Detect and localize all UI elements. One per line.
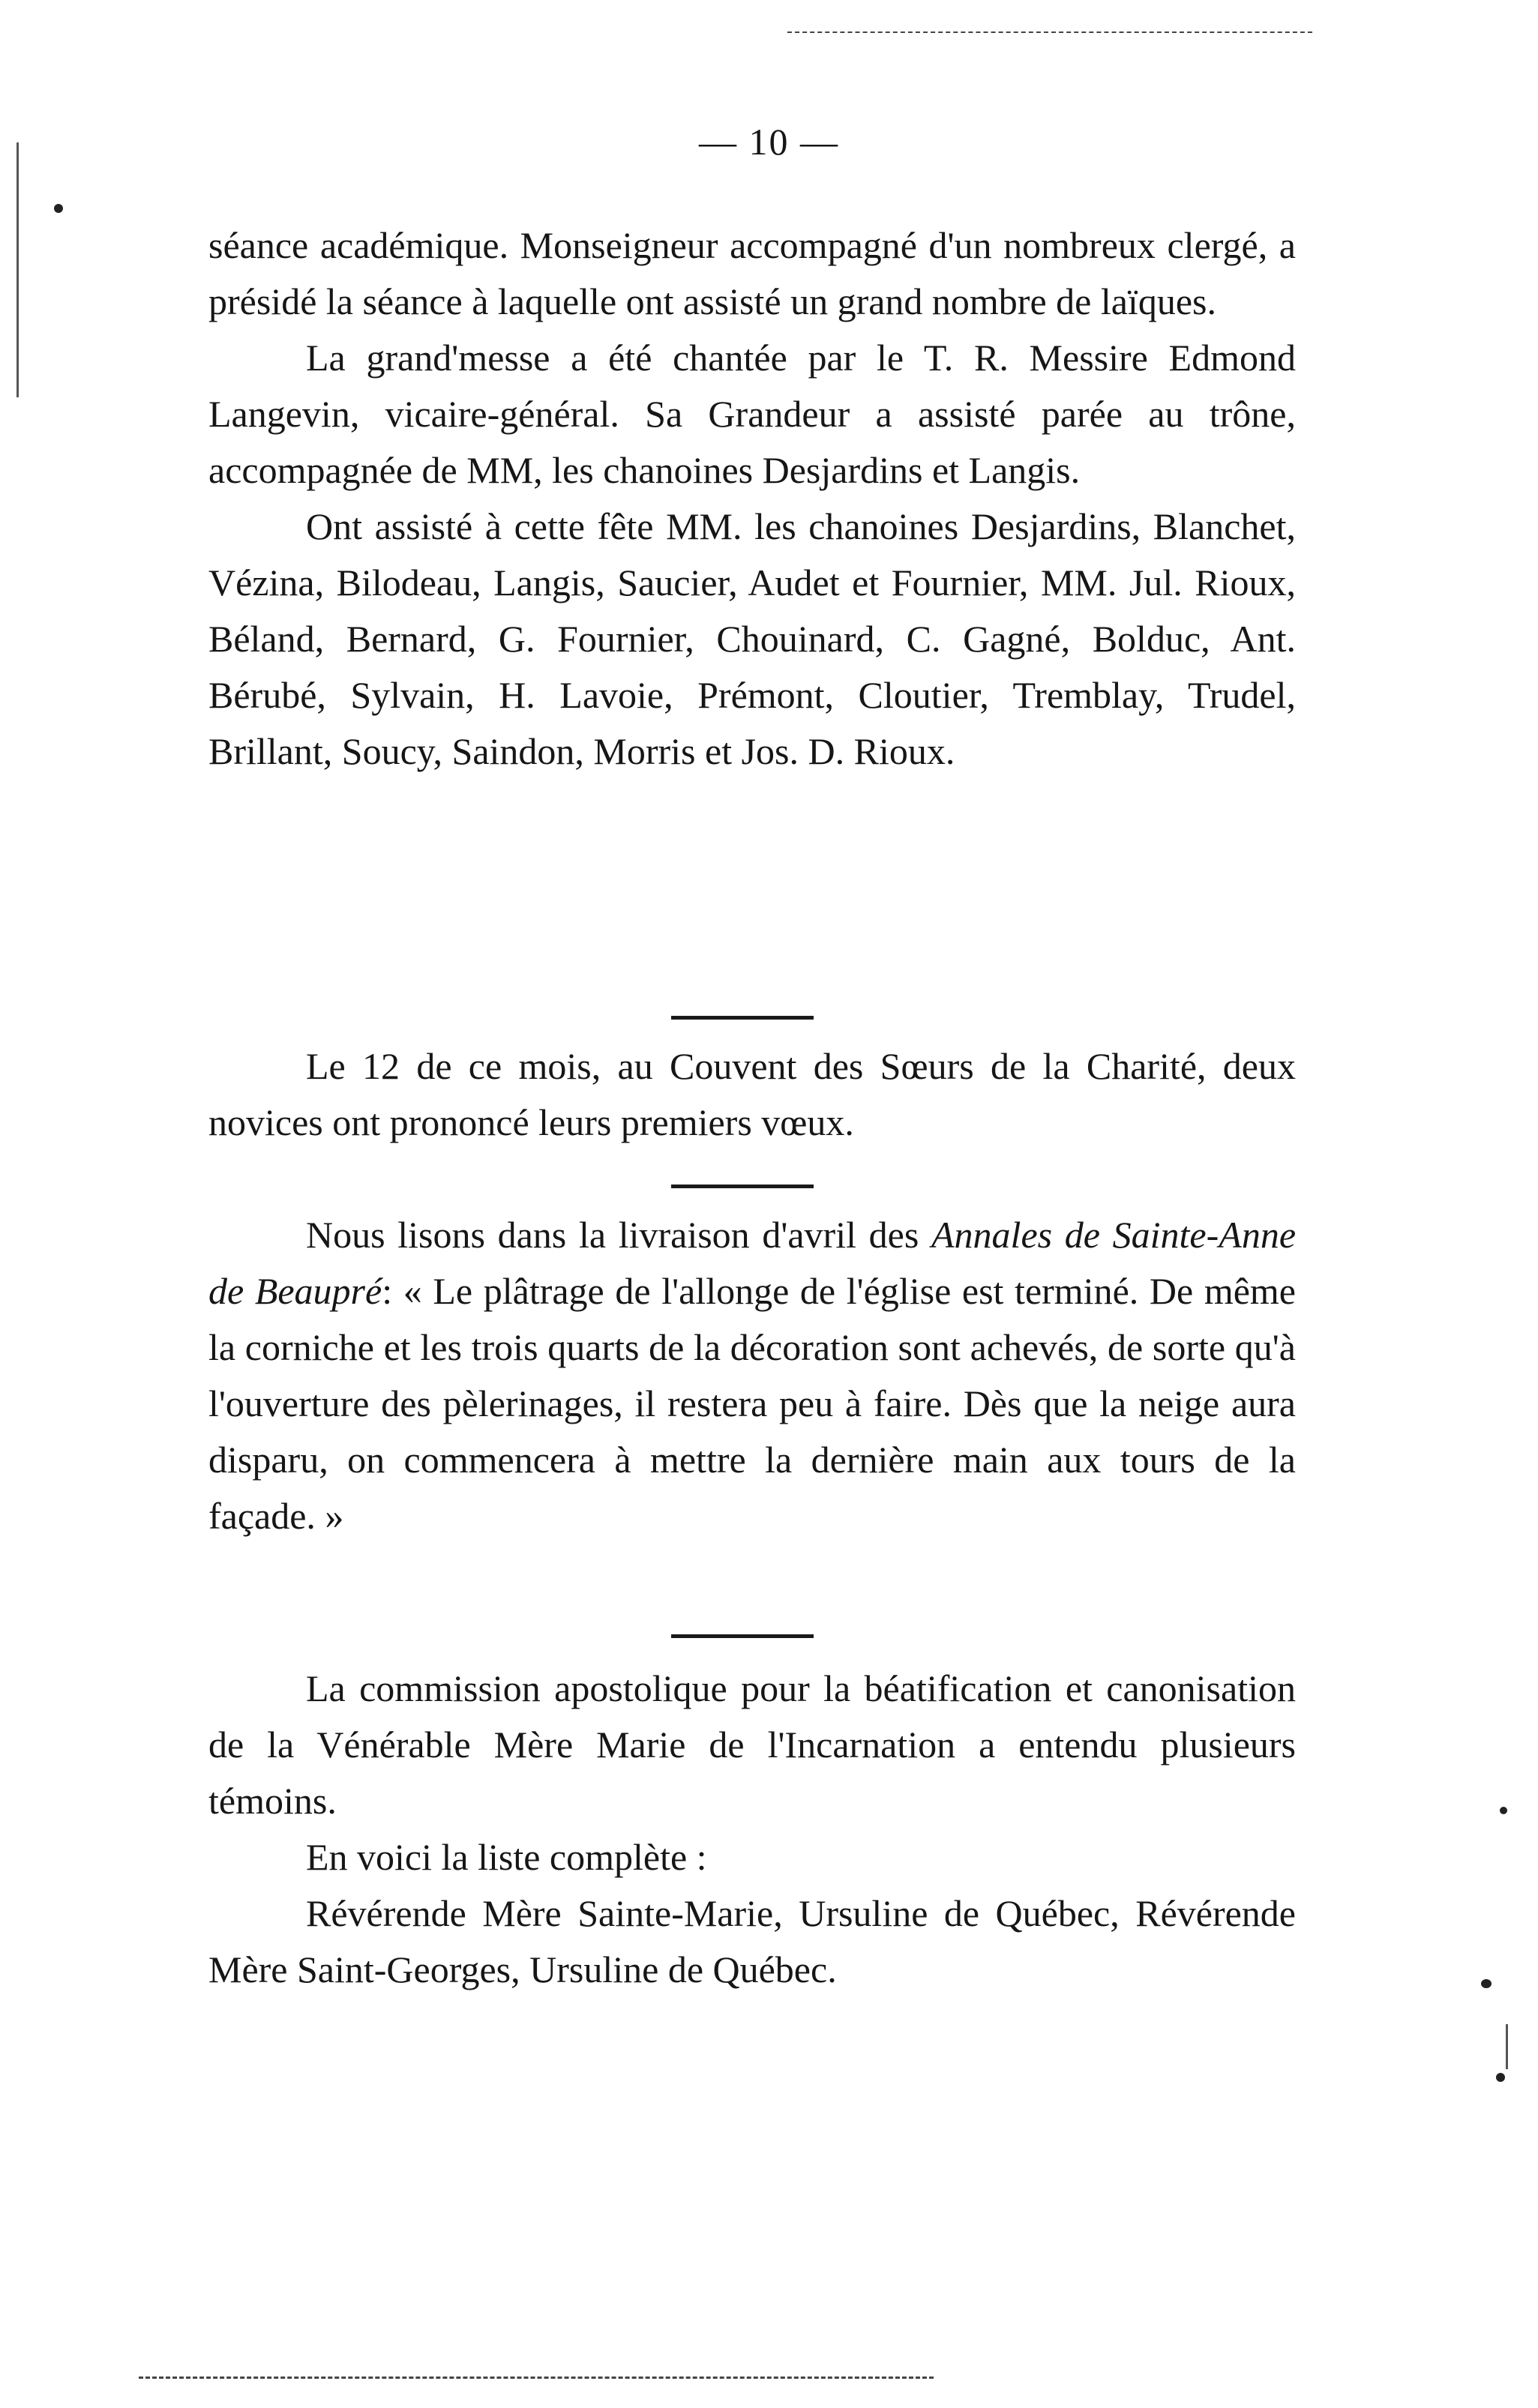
section-commission bbox=[208, 1661, 1296, 1998]
paragraph-witnesses: Révérende Mère Sainte-Marie, Ursuline de Québec, Révérende Mère Saint-Georges, Ursuline de Québec. bbox=[208, 1892, 1296, 1990]
margin-speck-1 bbox=[54, 204, 63, 213]
paragraph-attendees: Ont assisté à cette fête MM. les chanoines Desjardins, Blanchet, Vézina, Bilodeau, Langis, Saucier, Audet et Fournier, MM. Jul. Rioux, Béland, Bernard, G. Fournier, Chouinard, C. Gagné, Bolduc, Ant. Bérubé, Sylvain, H. Lavoie, Prémont, Cloutier, Tremblay, Trudel, Brillant, Soucy, Saindon, Morris et Jos. D. Rioux. bbox=[208, 505, 1296, 772]
annales-title-italic: Annales de Sainte-Anne de Beaupré bbox=[208, 1214, 1297, 1312]
section-divider-1 bbox=[671, 1016, 814, 1020]
margin-speck-3 bbox=[1481, 1979, 1492, 1988]
page-number: — 10 — bbox=[699, 121, 839, 163]
right-edge-mark bbox=[1506, 2024, 1508, 2069]
bottom-dashed-line bbox=[139, 2377, 934, 2379]
annales-text-after: : « Le plâtrage de l'allonge de l'église est terminé. De même la corniche et les trois quarts de la décoration sont achevés, de sorte qu'à l'ouverture des pèlerinages, il restera peu à faire. Dès que la neige aura disparu, on commencera à mettre la dernière main aux tours de la façade. » bbox=[208, 1270, 1297, 1537]
margin-speck-4 bbox=[1496, 2073, 1505, 2082]
top-dashed-line bbox=[787, 31, 1312, 33]
annales-text-before: Nous lisons dans la livraison d'avril des bbox=[306, 1214, 932, 1256]
section-novices bbox=[208, 1038, 1296, 1151]
section-annales bbox=[208, 1207, 1296, 1544]
paragraph-seance: séance académique. Monseigneur accompagné d'un nombreux clergé, a présidé la séance à laquelle ont assisté un grand nombre de laïques. bbox=[208, 224, 1296, 322]
section-divider-2 bbox=[671, 1185, 814, 1188]
section-divider-3 bbox=[671, 1634, 814, 1638]
left-edge-mark bbox=[16, 142, 19, 397]
paragraph-novices: Le 12 de ce mois, au Couvent des Sœurs de la Charité, deux novices ont prononcé leurs premiers vœux. bbox=[208, 1045, 1296, 1143]
margin-speck-2 bbox=[1500, 1807, 1507, 1814]
paragraph-commission: La commission apostolique pour la béatification et canonisation de la Vénérable Mère Marie de l'Incarnation a entendu plusieurs témoins. bbox=[208, 1667, 1296, 1822]
paragraph-grand-messe: La grand'messe a été chantée par le T. R. Messire Edmond Langevin, vicaire-général. Sa Grandeur a assisté parée au trône, accompagnée de MM, les chanoines Desjardins et Langis. bbox=[208, 337, 1296, 491]
paragraph-annales bbox=[208, 1207, 1296, 1544]
section-ordination-report bbox=[208, 217, 1296, 780]
paragraph-liste: En voici la liste complète : bbox=[306, 1836, 707, 1878]
